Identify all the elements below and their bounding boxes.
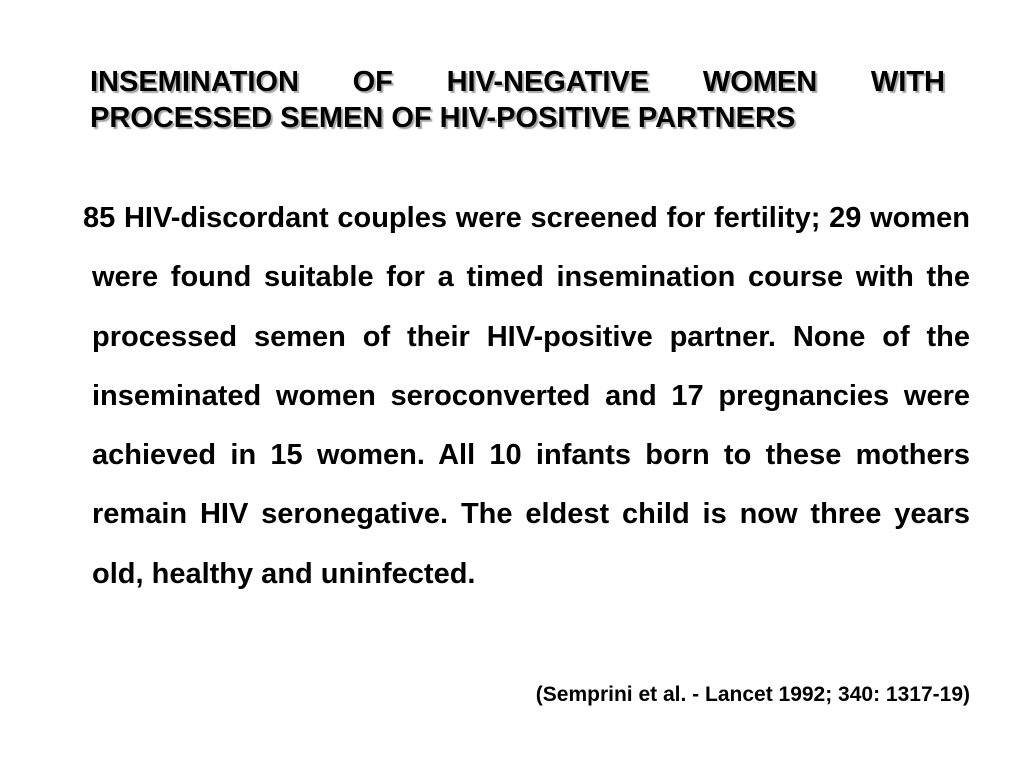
slide-body-text: 85 HIV-discordant couples were screened for fertility; 29 women were found suitable for a timed insemination course with the processed semen of their HIV-positive partner. None of the inseminated women seroconverted and 17 pregnancies were achieved in 15 women. All 10 infants born to these mothers remain HIV seronegative. The eldest child is now three years old, healthy and uninfected.: [83, 202, 970, 590]
slide-title: [90, 64, 945, 136]
slide-title-line-1: INSEMINATION OF HIV-NEGATIVE WOMEN WITH: [90, 66, 945, 98]
slide-title-line-2: PROCESSED SEMEN OF HIV-POSITIVE PARTNERS: [90, 102, 796, 134]
citation: (Semprini et al. - Lancet 1992; 340: 1317-19): [535, 683, 970, 706]
